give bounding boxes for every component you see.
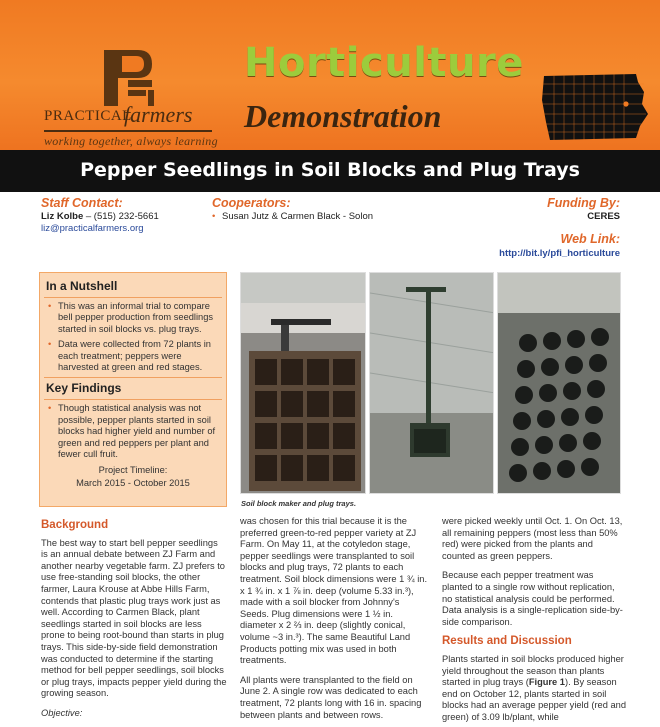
- cooperators: [212, 197, 462, 223]
- nutshell-heading: In a Nutshell: [46, 279, 118, 293]
- nutshell-list: [46, 301, 220, 373]
- background-paragraph: The best way to start bell pepper seedlings is an annual debate between ZJ Farm and another nearby vegetable farm. ZJ prefers to use free-standing soil blocks, the other farmer, Laura Krouse at Abbe Hills Farm, contends that plastic plug trays work just as well. According to Carmen Black, plant seedlings started in soil blocks are less prone to being root-bound than starts in plug trays. This side-by-side field demonstration was conducted to determine if the starting method for bell pepper seedlings, soil blocks or plug trays, impacts pepper yield during the growing season.: [41, 537, 227, 699]
- staff-contact-heading: Staff Contact:: [41, 196, 123, 210]
- harvest-paragraph: were picked weekly until Oct. 1. On Oct. 13, all remaining peppers (most less than 50% red) were picked from the plants and counted as green peppers.: [442, 516, 623, 561]
- staff-email-link[interactable]: liz@practicalfarmers.org: [41, 223, 144, 234]
- logo-word-practical: PRACTICAL: [44, 108, 132, 124]
- analysis-paragraph: Because each pepper treatment was planted to a single row without replication, no statistical analysis could be performed. Data analysis is a single-replication side-by-side comparison.: [442, 570, 623, 627]
- figure-reference: Figure 1: [528, 677, 565, 688]
- photo-caption: Soil block maker and plug trays.: [241, 499, 357, 508]
- project-timeline: [46, 464, 220, 490]
- key-finding-item: • Though statistical analysis was not possible, pepper plants started in soil blocks had higher yield and number of green and red peppers per plant and fewer cull fruit.: [46, 403, 220, 460]
- photo-plug-trays: [497, 272, 621, 494]
- column-results: [442, 516, 626, 727]
- methods-paragraph: was chosen for this trial because it is the preferred green-to-red pepper variety at ZJ Farm. On May 11, at the cotyledon stage, pepper seedlings were transplanted to soil blocks and plug trays, 72 plants to each treatment. Soil block dimensions were 1 ¾ in. x 1 ¾ in. x 1 ⅞ in. deep (volume 5.33 in.³), made with a soil blocker from Johnny's Seeds. Plug dimensions were 1 ½ in. diameter x 2 ⅔ in. deep (slightly conical, volume ~3 in.³). The same Beautiful Land Products potting mix was used in both treatments.: [240, 516, 428, 666]
- cooperators-heading: Cooperators:: [212, 196, 291, 210]
- project-timeline-label: Project Timeline:: [98, 465, 168, 476]
- plug-trays-image: [498, 273, 621, 494]
- cooperator-item: • Susan Jutz & Carmen Black - Solon: [212, 211, 462, 223]
- key-findings-list: [46, 403, 220, 460]
- results-text-start: Plants started in soil blocks produced higher yield throughout the season than plants started in plug trays (: [442, 653, 624, 688]
- methods-paragraph: All plants were transplanted to the field on June 2. A single row was dedicated to each treatment, 72 plants long with 16 in. spacing between plants and between rows.: [240, 674, 422, 720]
- document-title-bar: [0, 150, 660, 192]
- photo-soil-block-maker: [240, 272, 366, 494]
- photo-soil-blocker-tool: [369, 272, 494, 494]
- soil-blocker-tool-image: [370, 273, 494, 494]
- pfi-logo-mark-icon: [98, 46, 158, 108]
- key-findings-heading: Key Findings: [46, 381, 122, 396]
- nutshell-box: [39, 272, 227, 507]
- logo-divider: [44, 130, 212, 132]
- staff-contact-line: [41, 211, 201, 223]
- results-paragraph: [442, 654, 626, 724]
- funding-heading: Funding By:: [547, 196, 620, 210]
- web-link: [450, 232, 620, 259]
- background-heading: Background: [41, 519, 109, 531]
- header-title: Horticulture: [244, 40, 524, 86]
- document-title: Pepper Seedlings in Soil Blocks and Plug Trays: [80, 159, 580, 181]
- nutshell-divider: [44, 399, 222, 400]
- nutshell-divider: [44, 377, 222, 378]
- soil-block-maker-image: [241, 273, 366, 494]
- web-link-heading: Web Link:: [560, 232, 620, 246]
- funding: [460, 197, 620, 223]
- logo-word-farmers: farmers: [124, 102, 193, 127]
- nutshell-item: • Data were collected from 72 plants in each treatment; peppers were harvested at green and red stages.: [46, 339, 220, 373]
- staff-phone: – (515) 232-5661: [83, 211, 159, 222]
- nutshell-divider: [44, 297, 222, 298]
- column-methods: [240, 516, 428, 727]
- staff-name: Liz Kolbe: [41, 211, 84, 222]
- results-heading: Results and Discussion: [442, 635, 572, 648]
- funding-value: CERES: [587, 211, 620, 222]
- header-subtitle: Demonstration: [244, 98, 442, 134]
- objective-label: Objective:: [41, 707, 83, 718]
- header-banner: [0, 0, 660, 150]
- results-text-end: ). By season end on October 12, plants started in soil blocks had an average pepper yield (red and green) of 3.09 lb/plant, while: [442, 677, 626, 722]
- staff-contact: [41, 197, 201, 235]
- iowa-map-icon: [540, 70, 650, 142]
- project-timeline-value: March 2015 - October 2015: [76, 478, 190, 489]
- logo-tagline: working together, always learning: [44, 134, 218, 148]
- pfi-logo[interactable]: [38, 38, 218, 148]
- column-background: [41, 520, 227, 727]
- web-link-url[interactable]: http://bit.ly/pfi_horticulture: [499, 248, 620, 259]
- nutshell-item: • This was an informal trial to compare bell pepper production from seedlings started in soil blocks vs. plug trays.: [46, 301, 220, 335]
